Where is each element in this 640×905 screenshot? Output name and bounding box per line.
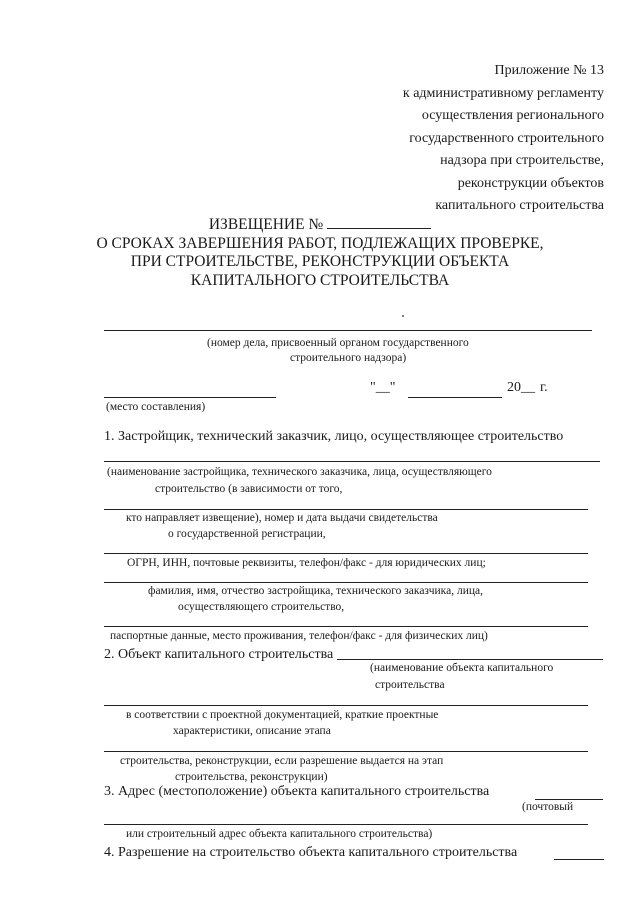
section-2-heading: 2. Объект капитального строительства	[104, 647, 334, 662]
section-1-caption: строительство (в зависимости от того,	[155, 483, 343, 495]
section-2-field[interactable]	[337, 659, 603, 660]
section-1-field[interactable]	[104, 461, 600, 462]
section-1-caption: ОГРН, ИНН, почтовые реквизиты, телефон/факс - для юридических лиц;	[127, 557, 486, 569]
section-2-caption: в соответствии с проектной документацией, краткие проектные	[126, 709, 439, 721]
title-notice-number: ИЗВЕЩЕНИЕ №	[0, 214, 640, 235]
section-1-caption: осуществляющего строительство,	[178, 601, 345, 613]
title-line: КАПИТАЛЬНОГО СТРОИТЕЛЬСТВА	[190, 271, 450, 289]
place-caption: (место составления)	[106, 401, 206, 413]
case-number-caption: (номер дела, присвоенный органом государственного	[207, 337, 469, 349]
section-2-caption: строительства, реконструкции, если разрешение выдается на этап	[120, 755, 444, 767]
date-day-quotes: "__"	[370, 380, 396, 395]
section-2-caption: характеристики, описание этапа	[173, 725, 331, 737]
case-number-field[interactable]	[104, 330, 592, 331]
title-line: О СРОКАХ ЗАВЕРШЕНИЯ РАБОТ, ПОДЛЕЖАЩИХ ПРОВЕРКЕ,	[96, 234, 544, 252]
case-number-caption: строительного надзора)	[290, 352, 407, 364]
header-line: надзора при строительстве,	[440, 153, 604, 168]
document-title	[0, 214, 640, 290]
section-4-field[interactable]	[554, 859, 604, 860]
header-line: Приложение № 13	[494, 63, 604, 78]
title-line: ПРИ СТРОИТЕЛЬСТВЕ, РЕКОНСТРУКЦИИ ОБЪЕКТА	[130, 253, 510, 270]
scan-speck	[402, 315, 404, 317]
section-2-field[interactable]	[104, 751, 588, 752]
section-2-caption: строительства	[375, 679, 445, 691]
header-line: государственного строительного	[409, 130, 604, 146]
section-2-caption: (наименование объекта капитального	[370, 662, 554, 674]
section-1-field[interactable]	[104, 553, 588, 554]
section-2-field[interactable]	[104, 705, 588, 706]
section-1-caption: (наименование застройщика, технического заказчика, лица, осуществляющего	[107, 466, 492, 478]
section-1-field[interactable]	[104, 582, 588, 583]
section-1-field[interactable]	[104, 509, 588, 510]
section-3-caption: (почтовый	[522, 801, 574, 813]
header-line: к административному регламенту	[402, 85, 604, 101]
notice-number-field[interactable]	[327, 214, 431, 229]
appendix-header	[403, 60, 604, 218]
section-3-caption: или строительный адрес объекта капитального строительства)	[126, 828, 433, 840]
header-line: осуществления регионального	[421, 108, 604, 123]
section-1-caption: кто направляет извещение), номер и дата выдачи свидетельства	[126, 512, 438, 524]
section-2-caption: строительства, реконструкции)	[175, 771, 328, 783]
header-line: реконструкции объектов	[457, 175, 604, 191]
section-1-field[interactable]	[104, 626, 588, 627]
date-year-suffix: г.	[540, 380, 548, 395]
place-field[interactable]	[104, 397, 276, 398]
section-1-caption: о государственной регистрации,	[168, 528, 326, 540]
header-line: капитального строительства	[435, 198, 604, 213]
date-year: 20__	[507, 380, 535, 395]
section-4-heading: 4. Разрешение на строительство объекта капитального строительства	[104, 845, 518, 860]
section-1-caption: фамилия, имя, отчество застройщика, технического заказчика, лица,	[148, 585, 483, 597]
section-1-caption: паспортные данные, место проживания, телефон/факс - для физических лиц)	[110, 630, 488, 642]
section-3-field[interactable]	[104, 824, 588, 825]
date-month-field[interactable]	[408, 397, 502, 398]
section-3-heading: 3. Адрес (местоположение) объекта капитального строительства	[104, 784, 490, 799]
section-1-heading: 1. Застройщик, технический заказчик, лицо, осуществляющее строительство	[104, 429, 564, 444]
